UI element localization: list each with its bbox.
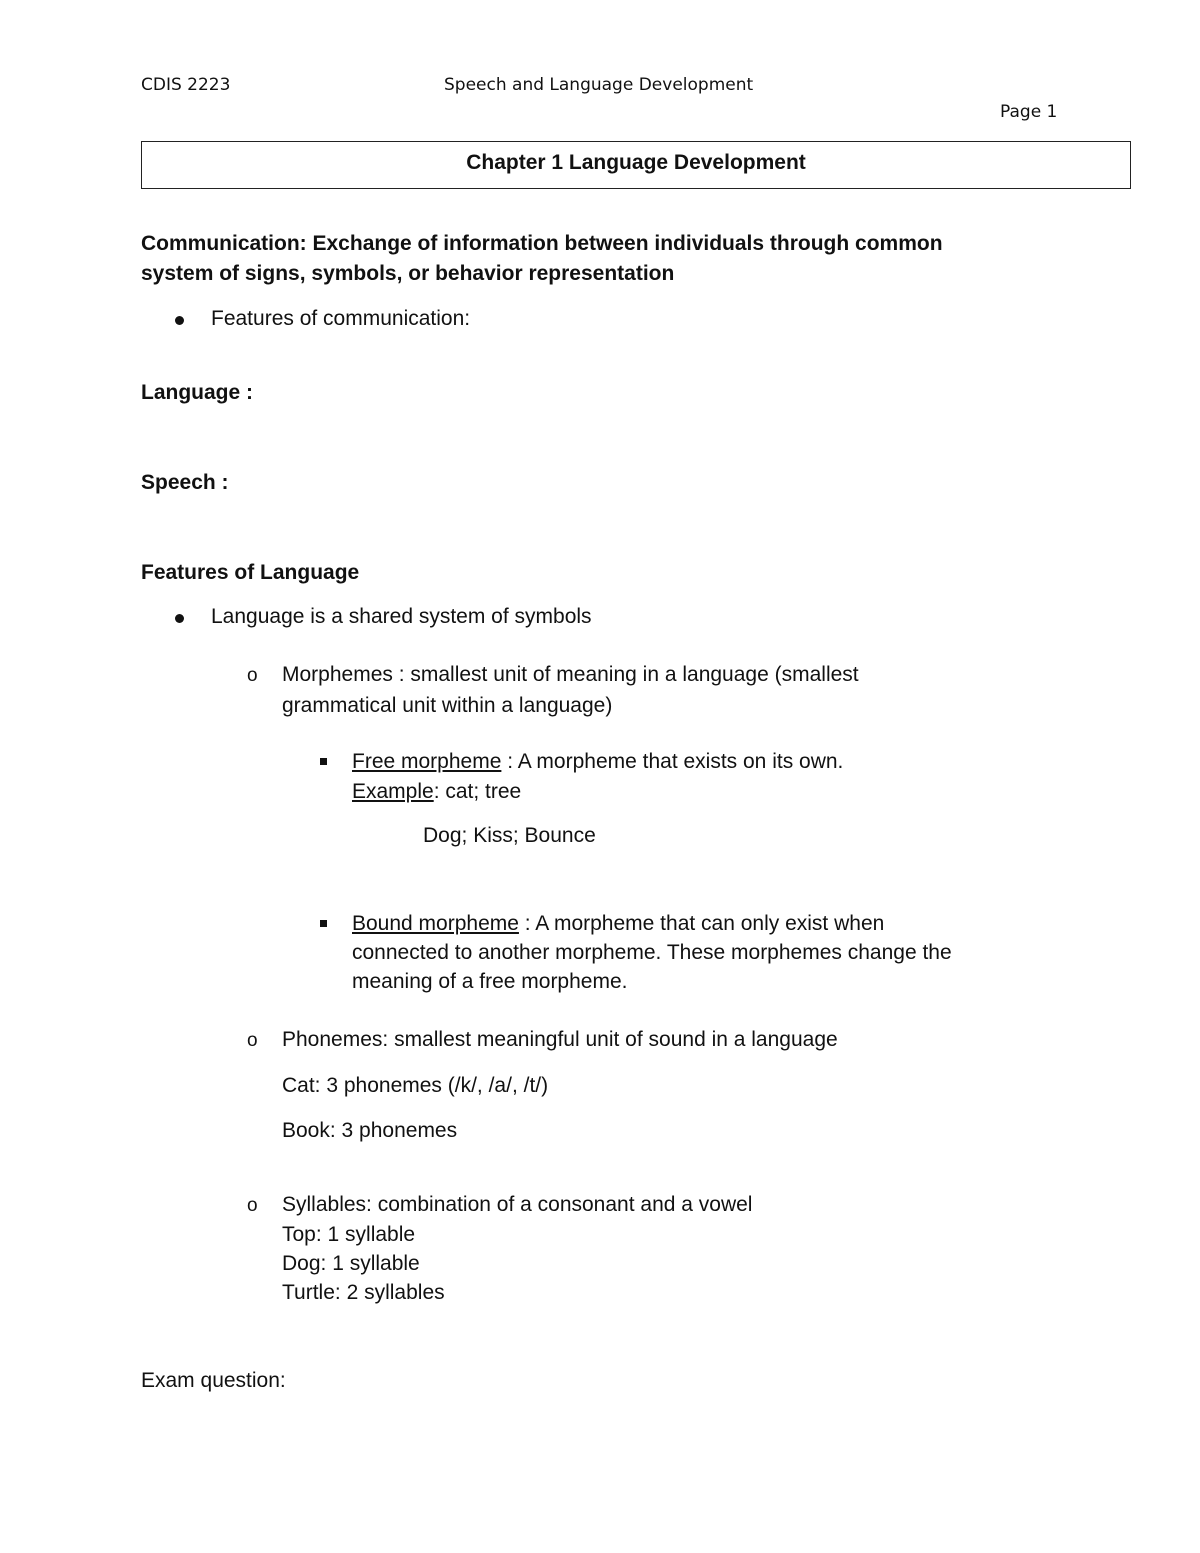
syllables-example-dog: Dog: 1 syllable — [282, 1252, 420, 1275]
phonemes-example-cat: Cat: 3 phonemes (/k/, /a/, /t/) — [282, 1074, 549, 1097]
free-morpheme-more-examples: Dog; Kiss; Bounce — [423, 824, 596, 847]
circle-bullet-icon: o — [247, 1195, 258, 1216]
morphemes-line2: grammatical unit within a language) — [282, 694, 613, 717]
square-bullet-icon — [320, 758, 327, 765]
free-morpheme-definition: : A morpheme that exists on its own. — [501, 750, 844, 773]
chapter-title-box — [141, 141, 1131, 189]
syllables-line1: Syllables: combination of a consonant and a vowel — [282, 1193, 753, 1216]
circle-bullet-icon: o — [247, 665, 258, 686]
syllables-example-turtle: Turtle: 2 syllables — [282, 1281, 445, 1304]
syllables-example-top: Top: 1 syllable — [282, 1223, 416, 1246]
communication-definition-line1: Communication: Exchange of information between individuals through common — [141, 232, 943, 255]
language-label: Language : — [141, 381, 254, 404]
bound-morpheme-line2: connected to another morpheme. These morphemes change the — [352, 941, 952, 964]
speech-label: Speech : — [141, 471, 229, 494]
bullet-icon — [175, 614, 184, 623]
features-of-communication: Features of communication: — [211, 307, 471, 330]
bullet-icon — [175, 316, 184, 325]
features-of-language-heading: Features of Language — [141, 561, 360, 584]
free-morpheme-line — [352, 750, 843, 774]
morphemes-line1: Morphemes : smallest unit of meaning in a language (smallest — [282, 663, 859, 686]
example-text: : cat; tree — [433, 780, 522, 803]
exam-question: Exam question: — [141, 1369, 286, 1392]
bound-morpheme-definition: : A morpheme that can only exist when — [518, 912, 885, 935]
bound-morpheme-line1 — [352, 912, 884, 936]
course-code: CDIS 2223 — [141, 75, 231, 95]
example-label: Example — [352, 780, 434, 803]
shared-system-bullet: Language is a shared system of symbols — [211, 605, 592, 628]
course-subject: Speech and Language Development — [444, 75, 754, 95]
square-bullet-icon — [320, 920, 327, 927]
chapter-title: Chapter 1 Language Development — [466, 151, 806, 174]
communication-definition-line2: system of signs, symbols, or behavior representation — [141, 262, 675, 285]
phonemes-line1: Phonemes: smallest meaningful unit of sound in a language — [282, 1028, 838, 1051]
free-morpheme-example — [352, 780, 521, 804]
circle-bullet-icon: o — [247, 1030, 258, 1051]
phonemes-example-book: Book: 3 phonemes — [282, 1119, 458, 1142]
page-number: Page 1 — [1000, 102, 1058, 122]
bound-morpheme-term: Bound morpheme — [352, 912, 519, 935]
bound-morpheme-line3: meaning of a free morpheme. — [352, 970, 628, 993]
free-morpheme-term: Free morpheme — [352, 750, 502, 773]
